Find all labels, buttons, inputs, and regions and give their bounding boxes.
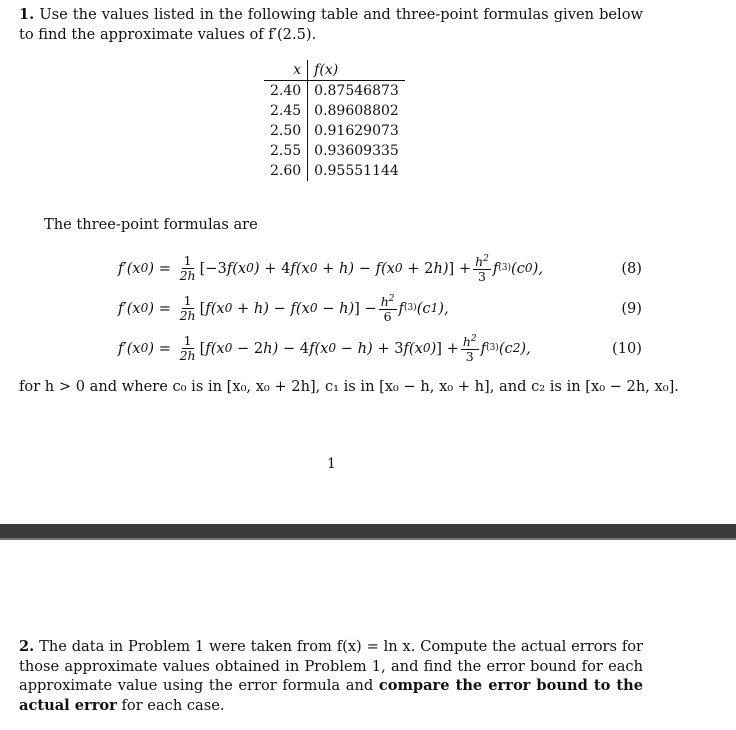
formula-8: f′(x 0 ) = $\frac{1}{2h}$ [−3 f(x 0 ) + 4 f(x 0 + h) − f(x 0 + 2 h) ] + $\frac{h^2}{3}$ f (3) (c 0 ), [118,252,543,285]
table-row [264,101,405,121]
problem-1-number: 1. [19,6,35,23]
interval-conditions: for h > 0 and where c₀ is in [x₀, x₀ + 2h], c₁ is in [x₀ − h, x₀ + h], and c₂ is in [x₀ − 2h, x₀]. [19,378,679,395]
table-row [264,81,405,102]
cell-x: 2.50 [264,121,308,141]
equation-number-10: (10) [612,340,642,357]
problem-2-text-end: for each case. [121,696,225,714]
page-2 [0,540,736,730]
problem-2-number: 2. [19,638,35,655]
problem-1-statement [19,5,643,44]
problem-2-statement [19,637,643,715]
problem-2-emphasis: compare the error bound to the actual error [19,677,644,714]
equation-number-8: (8) [621,260,642,277]
formula-9: f′(x 0 ) = $\frac{1}{2h}$ [ f(x 0 + h) − f(x 0 − h) ] − $\frac{h^2}{6}$ f (3) (c 1 ), [118,292,449,325]
table-row [264,141,405,161]
cell-fx: 0.89608802 [314,103,399,119]
table-row [264,161,405,181]
header-x: x [264,60,308,81]
values-table [264,60,405,181]
cell-x: 2.40 [264,81,308,102]
cell-fx: 0.95551144 [314,163,399,179]
header-fx: f(x) [308,60,405,81]
cell-x: 2.45 [264,101,308,121]
formula-10: f′(x 0 ) = $\frac{1}{2h}$ [ f(x 0 − 2 h) − 4 f(x 0 − h) + 3 f(x 0 ) ] + $\frac{h^2}{3}$ f (3) (c 2 ), [118,332,531,365]
page-separator [0,524,736,540]
cell-fx: 0.87546873 [314,83,399,99]
equation-number-9: (9) [621,300,642,317]
problem-2-text: The data in Problem 1 were taken from f(x) = ln x. Compute the actual errors for those approximate values obtained in Problem 1, and find the error bound for each approximate value using the error formula and [19,638,643,694]
formulas-intro: The three-point formulas are [44,216,258,233]
cell-fx: 0.93609335 [314,143,399,159]
table-header-row [264,60,405,81]
page-number: 1 [327,456,336,472]
table-row [264,121,405,141]
cell-x: 2.55 [264,141,308,161]
problem-1-text: Use the values listed in the following table and three-point formulas given below to find the approximate values of f′(2.5). [19,6,643,43]
cell-x: 2.60 [264,161,308,181]
cell-fx: 0.91629073 [314,123,399,139]
